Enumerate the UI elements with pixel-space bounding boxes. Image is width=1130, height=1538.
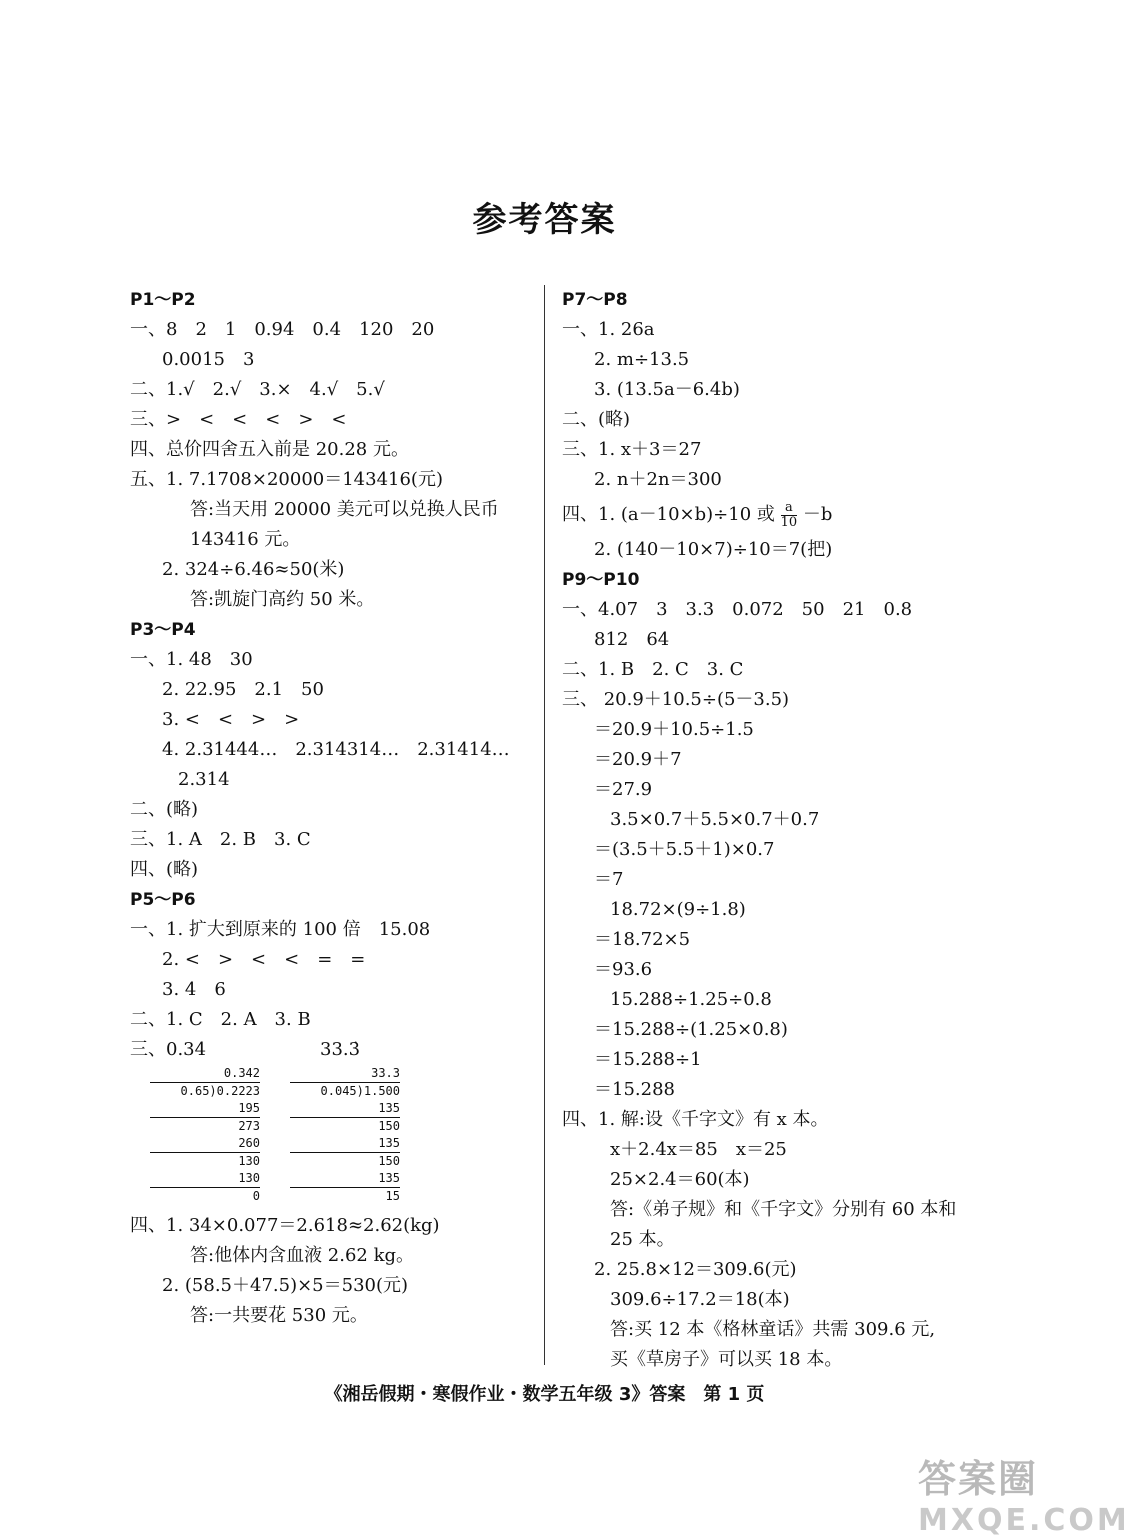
answer-line: 三、1. x＋3＝27 (562, 439, 702, 460)
answer-line: 25×2.4＝60(本) (610, 1169, 750, 1190)
answer-line: ＝(3.5＋5.5＋1)×0.7 (594, 839, 775, 860)
answer-line: 四、(略) (130, 859, 199, 880)
division-remainder: 15 (385, 1189, 400, 1203)
left-column (130, 285, 530, 1331)
watermark-logo (918, 1448, 1130, 1538)
answer-line: 四、总价四舍五入前是 20.28 元。 (130, 439, 409, 460)
division-quotient: 0.342 (150, 1065, 260, 1083)
answer-line: 二、(略) (130, 799, 199, 820)
answer-line: 三、 20.9＋10.5÷(5－3.5) (562, 689, 790, 710)
section-heading-p7: P7～P8 (562, 290, 628, 310)
answer-line: 一、1. 扩大到原来的 100 倍 15.08 (130, 919, 431, 940)
answer-line: 一、8 2 1 0.94 0.4 120 20 (130, 319, 435, 340)
answer-line: 一、1. 26a (562, 319, 655, 340)
long-division-block (130, 1065, 530, 1211)
answer-line: 3. < < > > (162, 709, 300, 730)
answer-line: 0.0015 3 (162, 349, 255, 370)
answer-line: ＝27.9 (594, 779, 653, 800)
answer-line: ＝20.9＋10.5÷1.5 (594, 719, 754, 740)
answer-line: 2.314 (178, 769, 230, 790)
answer-line: 答:买 12 本《格林童话》共需 309.6 元, (610, 1319, 936, 1340)
division-step: 195 (150, 1100, 260, 1118)
answer-line: 2. (58.5＋47.5)×5＝530(元) (162, 1275, 409, 1296)
division-quotient: 33.3 (290, 1065, 400, 1083)
answer-line: ＝15.288÷(1.25×0.8) (594, 1019, 788, 1040)
page-title: 参考答案 (472, 200, 617, 240)
division-step: 150 (378, 1119, 400, 1133)
answer-line: 答:当天用 20000 美元可以兑换人民币 (190, 499, 499, 520)
answer-line: 4. 2.31444… 2.314314… 2.31414… (162, 739, 510, 760)
answer-line: 3. (13.5a－6.4b) (594, 379, 740, 400)
answer-line: ＝7 (594, 869, 624, 890)
section-heading-p3: P3～P4 (130, 620, 196, 640)
division-step: 130 (150, 1170, 260, 1188)
answer-line: 2. < > < < = = (162, 949, 366, 970)
division-step: 130 (238, 1154, 260, 1168)
answer-line: ＝15.288 (594, 1079, 675, 1100)
watermark-text: 答案圈 (918, 1457, 1039, 1501)
section-heading-p5: P5～P6 (130, 890, 196, 910)
answer-line: 四、1. 解:设《千字文》有 x 本。 (562, 1109, 829, 1130)
answer-line: 309.6÷17.2＝18(本) (610, 1289, 790, 1310)
answer-line: 二、1. B 2. C 3. C (562, 659, 744, 680)
answer-line (130, 1035, 530, 1065)
answer-line: 买《草房子》可以买 18 本。 (610, 1349, 843, 1370)
answer-line: 2. m÷13.5 (594, 349, 690, 370)
answer-line: 3. 4 6 (162, 979, 226, 1000)
answer-line: 一、1. 48 30 (130, 649, 253, 670)
answer-line: 2. 22.95 2.1 50 (162, 679, 324, 700)
fraction (781, 501, 798, 530)
answer-line: 143416 元。 (190, 529, 301, 550)
answer-line: 15.288÷1.25÷0.8 (610, 989, 772, 1010)
long-division-2 (290, 1065, 400, 1205)
expression-part: －b (802, 504, 833, 525)
answer-line: 五、1. 7.1708×20000＝143416(元) (130, 469, 443, 490)
page-footer: 《湘岳假期・寒假作业・数学五年级 3》答案 第 1 页 (324, 1384, 765, 1405)
section-heading-p9: P9～P10 (562, 570, 640, 590)
answer-line: ＝93.6 (594, 959, 653, 980)
column-divider (544, 285, 545, 1365)
fraction-numerator: a (781, 501, 798, 516)
answer-line: 2. (140－10×7)÷10＝7(把) (594, 539, 833, 560)
answer-quotient-1: 三、0.34 (130, 1039, 207, 1060)
right-column (562, 285, 982, 1375)
answer-line: 一、4.07 3 3.3 0.072 50 21 0.8 (562, 599, 913, 620)
answer-line: x＋2.4x＝85 x＝25 (610, 1139, 787, 1160)
answer-line: 2. n＋2n＝300 (594, 469, 722, 490)
answer-line: 答:一共要花 530 元。 (190, 1305, 368, 1326)
answer-line: ＝20.9＋7 (594, 749, 682, 770)
answer-quotient-2: 33.3̇ (320, 1039, 361, 1060)
answer-line: 3.5×0.7＋5.5×0.7＋0.7 (610, 809, 820, 830)
answer-line: 812 64 (594, 629, 670, 650)
division-dividend: 0.65)0.2223 (180, 1084, 260, 1098)
section-heading-p1: P1～P2 (130, 290, 196, 310)
expression-part: 四、1. (a－10×b)÷10 或 (562, 504, 775, 525)
division-step: 135 (290, 1170, 400, 1188)
division-step: 150 (378, 1154, 400, 1168)
division-step: 273 (238, 1119, 260, 1133)
watermark-url: MXQE.COM (918, 1503, 1130, 1538)
answer-line: 答:凯旋门高约 50 米。 (190, 589, 375, 610)
division-remainder: 0 (252, 1189, 260, 1203)
long-division-1 (150, 1065, 260, 1205)
answer-line: 答:《弟子规》和《千字文》分别有 60 本和 (610, 1199, 957, 1220)
answer-line: 答:他体内含血液 2.62 kg。 (190, 1245, 415, 1266)
division-step: 135 (290, 1135, 400, 1153)
answer-line: ＝15.288÷1 (594, 1049, 702, 1070)
answer-line: ＝18.72×5 (594, 929, 691, 950)
answer-line: 18.72×(9÷1.8) (610, 899, 746, 920)
answer-line: 2. 324÷6.46≈50(米) (162, 559, 345, 580)
division-step: 260 (150, 1135, 260, 1153)
answer-line: 四、1. 34×0.077＝2.618≈2.62(kg) (130, 1215, 440, 1236)
fraction-denominator: 10 (780, 514, 798, 530)
answer-line: 2. 25.8×12＝309.6(元) (594, 1259, 797, 1280)
answer-line: 三、1. A 2. B 3. C (130, 829, 311, 850)
answer-line (562, 495, 982, 535)
division-dividend: 0.045)1.500 (320, 1084, 400, 1098)
division-step: 135 (290, 1100, 400, 1118)
answer-line: 二、1.√ 2.√ 3.× 4.√ 5.√ (130, 379, 385, 400)
answer-line: 25 本。 (610, 1229, 675, 1250)
answer-line: 二、(略) (562, 409, 631, 430)
answer-line: 二、1. C 2. A 3. B (130, 1009, 311, 1030)
answer-line: 三、> < < < > < (130, 409, 347, 430)
